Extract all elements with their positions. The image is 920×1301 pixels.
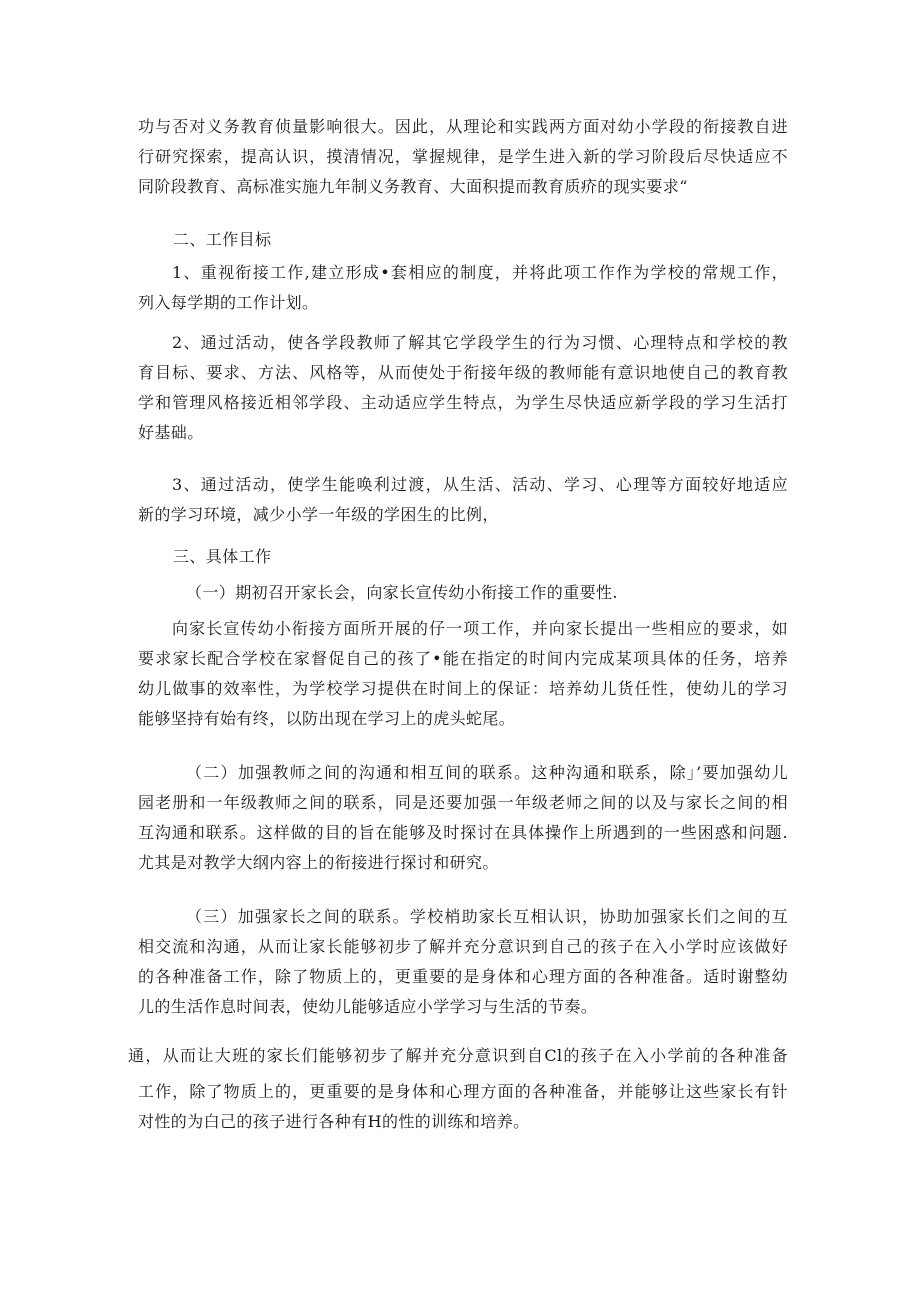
paragraph-parent-connection	[138, 902, 788, 1022]
paragraph-intro-continuation	[138, 112, 788, 202]
text-line: （三）加强家长之间的联系。学校梢助家长互相认识，协助加强家长们之间的互	[186, 907, 788, 926]
text-line: 园老册和一年级教师之间的联系，同是还要加强一年级老师之间的以及与家长之间的相	[138, 793, 788, 812]
text-line: 向家长宣传幼小衔接方面所开展的仔一项工作，并向家长提出一些相应的要求，如	[172, 619, 788, 638]
heading-text: 三、具体工作	[173, 547, 272, 566]
text-line: 行研究探索，提高认识，摸清情况，掌握规律，是学生进入新的学习阶段后尽快适应不	[138, 147, 788, 166]
text-line: 儿的生活作息时间表，使幼儿能够适应小学学习与生活的节奏。	[138, 997, 598, 1016]
paragraph-goal-1	[138, 258, 788, 318]
text-line: 学和管理风格接近相邻学段、主动适应学生特点，为学生尽快适应新学段的学习生活打	[138, 393, 788, 412]
subheading-text: （一）期初召开家长会，向家长宣传幼小衔接工作的重要性.	[186, 583, 618, 602]
section-heading-goals	[173, 225, 573, 255]
paragraph-fragment-line	[128, 1041, 788, 1071]
text-line: 幼儿做事的效率性，为学校学习提供在时间上的保证：培养幼儿货任性，使幼儿的学习	[138, 679, 788, 698]
text-line: （二）加强教师之间的沟通和相互间的联系。这种沟通和联系，除」’要加强幼儿	[186, 763, 788, 782]
text-line: 2、通过活动，使各学段教师了解其它学段学生的行为习惯、心理特点和学校的教	[172, 333, 788, 352]
paragraph-parent-meeting	[138, 614, 788, 734]
text-line: 育目标、要求、方法、风格等，从而使处于衔接年级的教师能有意识地使自己的教育教	[138, 363, 788, 382]
text-line: 3、通过活动，使学生能唤利过渡，从生活、活动、学习、心理等方面较好地适应	[172, 475, 788, 494]
text-line: 同阶段教育、高标准实施九年制义务教育、大面积提而教育质疥的现实要求“	[138, 177, 688, 196]
text-line: 好基础。	[138, 423, 204, 442]
text-line: 能够坚持有始有终，以防出现在学习上的虎头蛇尾。	[138, 709, 516, 728]
text-line: 列入每学期的工作计划。	[138, 293, 319, 312]
subheading-parent-meeting	[186, 578, 746, 608]
text-line: 的各种准备工作，除了物质上的，更重要的是身体和心理方面的各种准备。适时谢整幼	[138, 967, 788, 986]
text-line: 新的学习环境，减少小学一年级的学困生的比例，	[138, 505, 499, 524]
paragraph-final	[138, 1077, 788, 1137]
text-line: 对性的为白己的孩子进行各种有H的性的训练和培养。	[138, 1112, 530, 1131]
heading-text: 二、工作目标	[173, 230, 272, 249]
text-line: 工作，除了物质上的，更重要的是身体和心理方面的各种准备，并能够让这些家长有针	[138, 1082, 788, 1101]
text-line: 互沟通和联系。这样做的目的旨在能够及时探讨在具体操作上所遇到的一些困惑和问题.	[138, 823, 788, 842]
section-heading-specific-work	[173, 542, 573, 572]
text-line: 要求家长配合学校在家督促自己的孩了•能在指定的时间内完成某项具体的任务，培养	[138, 649, 788, 668]
paragraph-goal-3	[138, 470, 788, 530]
text-line: 功与否对义务教育侦量影响很大。因此，从理论和实践两方面对幼小学段的衔接教自进	[138, 117, 788, 136]
paragraph-goal-2	[138, 328, 788, 448]
text-line: 1、重视衔接工作,建立形成•套相应的制度，并将此项工作作为学校的常规工作，	[172, 263, 788, 282]
text-line: 通，从而让大班的家长们能够初步了解并充分意识到自Cl的孩子在入小学前的各种准备	[128, 1046, 788, 1065]
text-line: 尤其是对教学大纲内容上的衔接进行探讨和研究。	[138, 853, 499, 872]
text-line: 相交流和沟通，从而让家长能够初步了解并充分意识到自己的孩子在入小学时应该做好	[138, 937, 788, 956]
paragraph-teacher-communication	[138, 758, 788, 878]
